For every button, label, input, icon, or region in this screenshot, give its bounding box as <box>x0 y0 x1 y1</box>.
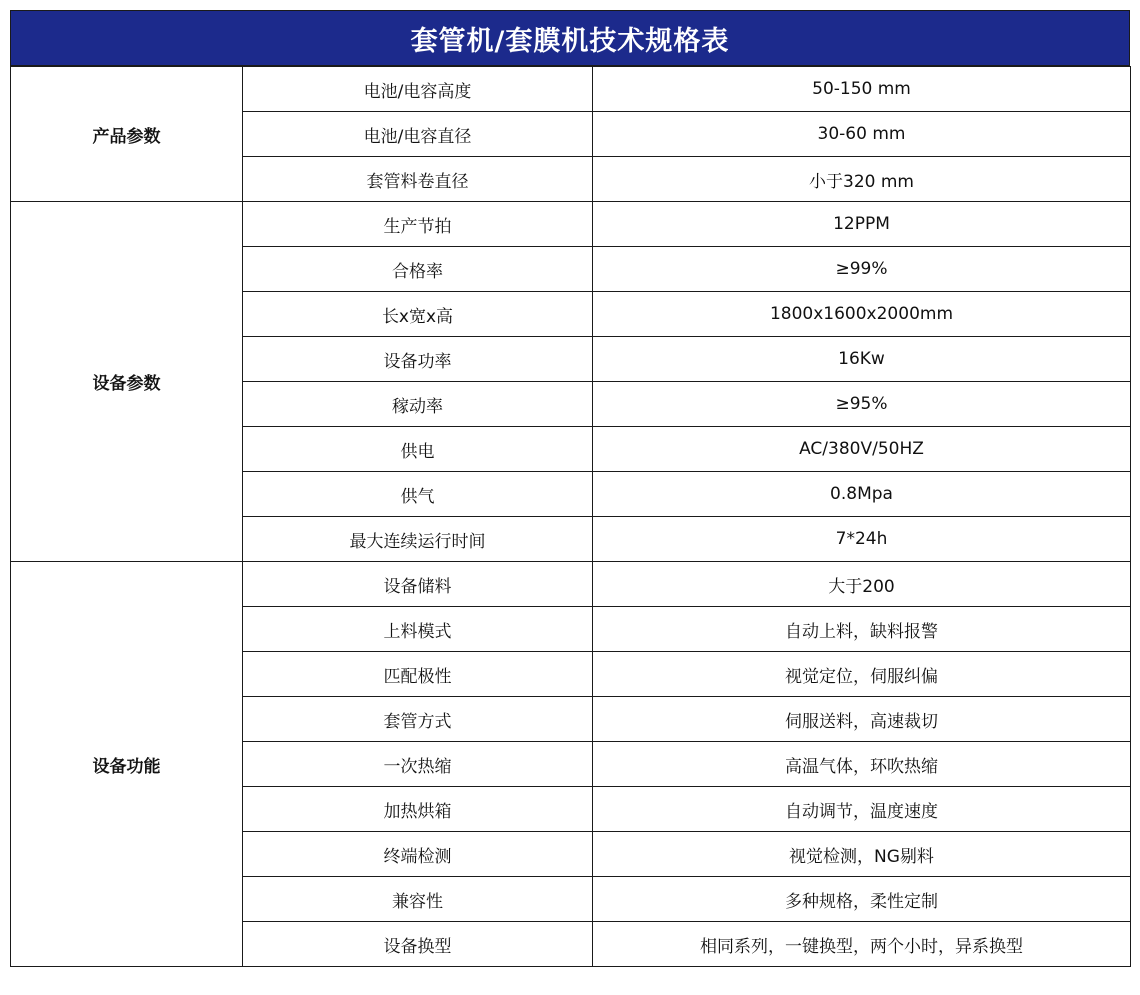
table-title: 套管机/套膜机技术规格表 <box>10 10 1130 66</box>
table-row <box>11 67 1131 112</box>
item-cell: 电池/电容直径 <box>243 112 593 157</box>
value-cell: 多种规格，柔性定制 <box>593 877 1131 922</box>
spec-sheet <box>10 10 1130 967</box>
item-cell: 加热烘箱 <box>243 787 593 832</box>
value-cell: 7*24h <box>593 517 1131 562</box>
item-cell: 套管料卷直径 <box>243 157 593 202</box>
spec-table <box>10 66 1131 967</box>
item-cell: 一次热缩 <box>243 742 593 787</box>
item-cell: 上料模式 <box>243 607 593 652</box>
item-cell: 匹配极性 <box>243 652 593 697</box>
group-label: 产品参数 <box>11 67 243 202</box>
item-cell: 终端检测 <box>243 832 593 877</box>
item-cell: 设备换型 <box>243 922 593 967</box>
group-label: 设备功能 <box>11 562 243 967</box>
item-cell: 兼容性 <box>243 877 593 922</box>
group-label: 设备参数 <box>11 202 243 562</box>
value-cell: 0.8Mpa <box>593 472 1131 517</box>
value-cell: 高温气体，环吹热缩 <box>593 742 1131 787</box>
value-cell: 小于320 mm <box>593 157 1131 202</box>
value-cell: 50-150 mm <box>593 67 1131 112</box>
value-cell: 相同系列，一键换型，两个小时，异系换型 <box>593 922 1131 967</box>
item-cell: 电池/电容高度 <box>243 67 593 112</box>
value-cell: 视觉检测，NG剔料 <box>593 832 1131 877</box>
value-cell: ≥99% <box>593 247 1131 292</box>
value-cell: 自动调节，温度速度 <box>593 787 1131 832</box>
value-cell: AC/380V/50HZ <box>593 427 1131 472</box>
item-cell: 最大连续运行时间 <box>243 517 593 562</box>
value-cell: ≥95% <box>593 382 1131 427</box>
table-row <box>11 202 1131 247</box>
item-cell: 合格率 <box>243 247 593 292</box>
value-cell: 视觉定位，伺服纠偏 <box>593 652 1131 697</box>
value-cell: 自动上料，缺料报警 <box>593 607 1131 652</box>
item-cell: 设备功率 <box>243 337 593 382</box>
value-cell: 16Kw <box>593 337 1131 382</box>
item-cell: 供气 <box>243 472 593 517</box>
value-cell: 伺服送料，高速裁切 <box>593 697 1131 742</box>
item-cell: 稼动率 <box>243 382 593 427</box>
value-cell: 12PPM <box>593 202 1131 247</box>
value-cell: 大于200 <box>593 562 1131 607</box>
item-cell: 生产节拍 <box>243 202 593 247</box>
value-cell: 1800x1600x2000mm <box>593 292 1131 337</box>
item-cell: 长x宽x高 <box>243 292 593 337</box>
item-cell: 设备储料 <box>243 562 593 607</box>
item-cell: 供电 <box>243 427 593 472</box>
table-row <box>11 562 1131 607</box>
value-cell: 30-60 mm <box>593 112 1131 157</box>
item-cell: 套管方式 <box>243 697 593 742</box>
